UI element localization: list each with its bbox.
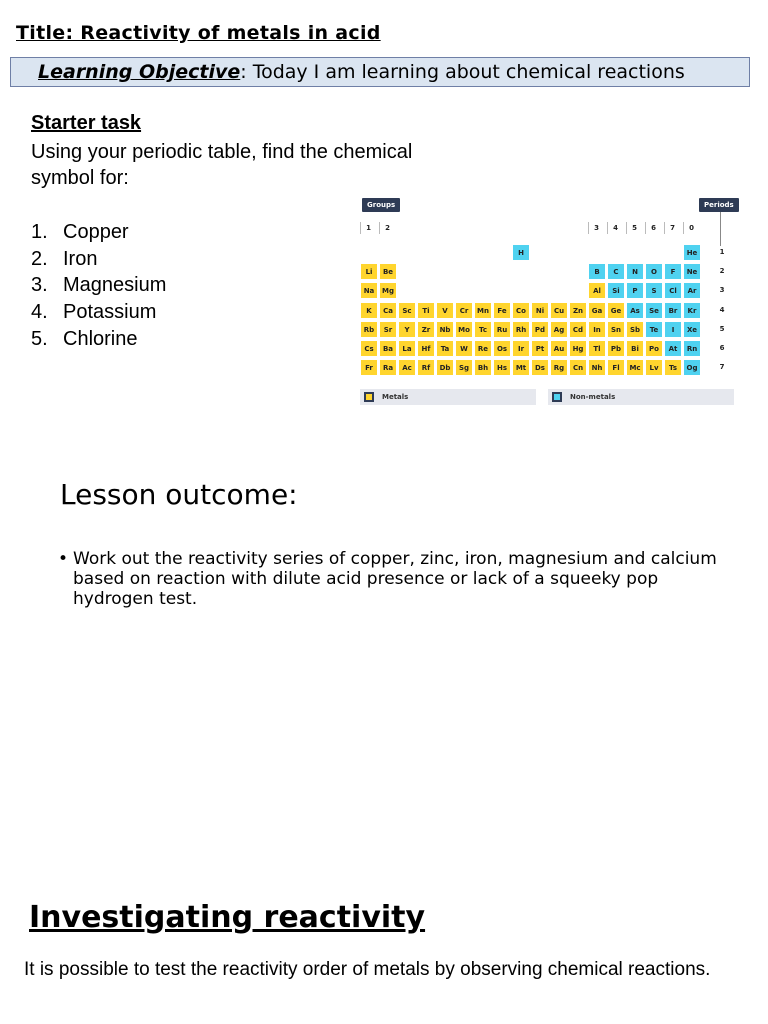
element-cell: Nb: [436, 321, 454, 338]
element-cell: Cd: [569, 321, 587, 338]
element-cell: Ac: [398, 359, 416, 376]
element-cell: Mo: [455, 321, 473, 338]
lesson-outcome-heading: Lesson outcome:: [60, 478, 298, 511]
period-number: 6: [719, 344, 725, 352]
element-cell: Fl: [607, 359, 625, 376]
element-cell: Xe: [683, 321, 701, 338]
period-number: 1: [719, 248, 725, 256]
periods-label: Periods: [699, 198, 739, 212]
element-cell: Sc: [398, 302, 416, 319]
metal-swatch: [364, 392, 374, 402]
element-cell: Db: [436, 359, 454, 376]
element-cell: B: [588, 263, 606, 280]
element-cell: Ta: [436, 340, 454, 357]
element-cell: Ar: [683, 282, 701, 299]
element-cell: Li: [360, 263, 378, 280]
element-cell: Pt: [531, 340, 549, 357]
element-cell: Ag: [550, 321, 568, 338]
element-cell: Au: [550, 340, 568, 357]
element-cell: Fr: [360, 359, 378, 376]
group-number: 0: [683, 222, 699, 234]
element-cell: Re: [474, 340, 492, 357]
legend-nonmetals: [548, 389, 734, 405]
element-cell: La: [398, 340, 416, 357]
element-cell: Kr: [683, 302, 701, 319]
element-cell: Se: [645, 302, 663, 319]
element-cell: Br: [664, 302, 682, 319]
element-cell: Ne: [683, 263, 701, 280]
element-cell: Lv: [645, 359, 663, 376]
element-cell: N: [626, 263, 644, 280]
element-cell: Ga: [588, 302, 606, 319]
element-cell: Tc: [474, 321, 492, 338]
element-cell: Cs: [360, 340, 378, 357]
element-cell: Ca: [379, 302, 397, 319]
element-cell: S: [645, 282, 663, 299]
legend-nonmetals-label: Non-metals: [570, 393, 616, 401]
period-number: 3: [719, 286, 725, 295]
element-cell: Pd: [531, 321, 549, 338]
period-number: 2: [719, 267, 725, 276]
objective-text: : Today I am learning about chemical reactions: [240, 61, 685, 83]
element-cell: Zr: [417, 321, 435, 338]
element-cell: Mn: [474, 302, 492, 319]
period-number: 5: [719, 324, 725, 333]
element-cell: W: [455, 340, 473, 357]
element-cell: Ba: [379, 340, 397, 357]
list-item: 2. Iron: [31, 247, 98, 270]
element-cell: Rb: [360, 321, 378, 338]
element-cell: As: [626, 302, 644, 319]
period-number: 4: [719, 305, 725, 314]
periods-axis-line: [720, 212, 721, 246]
element-cell: Ti: [417, 302, 435, 319]
element-cell: He: [683, 244, 701, 261]
element-cell: Bh: [474, 359, 492, 376]
element-cell: At: [664, 340, 682, 357]
element-cell: H: [512, 244, 530, 261]
element-cell: F: [664, 263, 682, 280]
list-item: • Work out the reactivity series of copper, zinc, iron, magnesium and calcium based on reaction with dilute acid presence or lack of a squeeky pop hydrogen test.: [58, 549, 718, 609]
element-cell: In: [588, 321, 606, 338]
group-number: 2: [379, 222, 395, 234]
starter-task-heading: Starter task: [31, 112, 142, 134]
element-cell: Cl: [664, 282, 682, 299]
element-cell: Mg: [379, 282, 397, 299]
element-cell: Be: [379, 263, 397, 280]
element-cell: Os: [493, 340, 511, 357]
periodic-table: [358, 195, 736, 407]
objective-label: Learning Objective: [38, 61, 241, 83]
element-cell: Fe: [493, 302, 511, 319]
element-cell: Al: [588, 282, 606, 299]
learning-objective-box: [10, 57, 750, 87]
element-cell: Hg: [569, 340, 587, 357]
element-cell: P: [626, 282, 644, 299]
element-cell: Cu: [550, 302, 568, 319]
period-number: 7: [719, 363, 725, 372]
element-cell: Sr: [379, 321, 397, 338]
element-cell: Bi: [626, 340, 644, 357]
element-cell: Y: [398, 321, 416, 338]
group-number: 7: [664, 222, 680, 234]
group-number: 5: [626, 222, 642, 234]
element-cell: Co: [512, 302, 530, 319]
element-cell: Mt: [512, 359, 530, 376]
element-cell: Ir: [512, 340, 530, 357]
element-cell: Te: [645, 321, 663, 338]
lesson-outcome-list: [58, 549, 718, 609]
investigating-heading: Investigating reactivity: [29, 900, 426, 935]
element-cell: Zn: [569, 302, 587, 319]
element-cell: Pb: [607, 340, 625, 357]
group-number: 3: [588, 222, 604, 234]
page-title: Title: Reactivity of metals in acid: [16, 22, 381, 44]
element-cell: Sn: [607, 321, 625, 338]
element-cell: Ni: [531, 302, 549, 319]
element-cell: K: [360, 302, 378, 319]
element-cell: O: [645, 263, 663, 280]
investigating-text: It is possible to test the reactivity order of metals by observing chemical reactions.: [24, 959, 711, 980]
element-cell: Cn: [569, 359, 587, 376]
groups-label: Groups: [362, 198, 400, 212]
starter-task-intro: Using your periodic table, find the chemical symbol for:: [31, 141, 413, 189]
element-cell: Sg: [455, 359, 473, 376]
element-cell: Sb: [626, 321, 644, 338]
element-cell: Og: [683, 359, 701, 376]
element-cell: Hf: [417, 340, 435, 357]
element-cell: Cr: [455, 302, 473, 319]
list-item: 5. Chlorine: [31, 327, 138, 350]
element-cell: Ra: [379, 359, 397, 376]
group-number: 6: [645, 222, 661, 234]
element-cell: Mc: [626, 359, 644, 376]
element-cell: Ds: [531, 359, 549, 376]
element-cell: Tl: [588, 340, 606, 357]
list-item: 1. Copper: [31, 221, 129, 243]
nonmetal-swatch: [552, 392, 562, 402]
legend-metals: [360, 389, 536, 405]
element-cell: Ts: [664, 359, 682, 376]
element-cell: V: [436, 302, 454, 319]
element-list: [31, 219, 166, 353]
element-cell: Rh: [512, 321, 530, 338]
element-cell: Ge: [607, 302, 625, 319]
group-number: 4: [607, 222, 623, 234]
list-item: 4. Potassium: [31, 301, 157, 324]
element-cell: Hs: [493, 359, 511, 376]
element-cell: Ru: [493, 321, 511, 338]
element-cell: Si: [607, 282, 625, 299]
element-cell: Rn: [683, 340, 701, 357]
element-cell: Rf: [417, 359, 435, 376]
element-cell: Na: [360, 282, 378, 299]
legend-metals-label: Metals: [382, 393, 409, 401]
group-number: 1: [360, 222, 376, 234]
element-cell: Po: [645, 340, 663, 357]
element-cell: Rg: [550, 359, 568, 376]
list-item: 3. Magnesium: [31, 274, 167, 297]
element-cell: Nh: [588, 359, 606, 376]
element-cell: I: [664, 321, 682, 338]
element-cell: C: [607, 263, 625, 280]
